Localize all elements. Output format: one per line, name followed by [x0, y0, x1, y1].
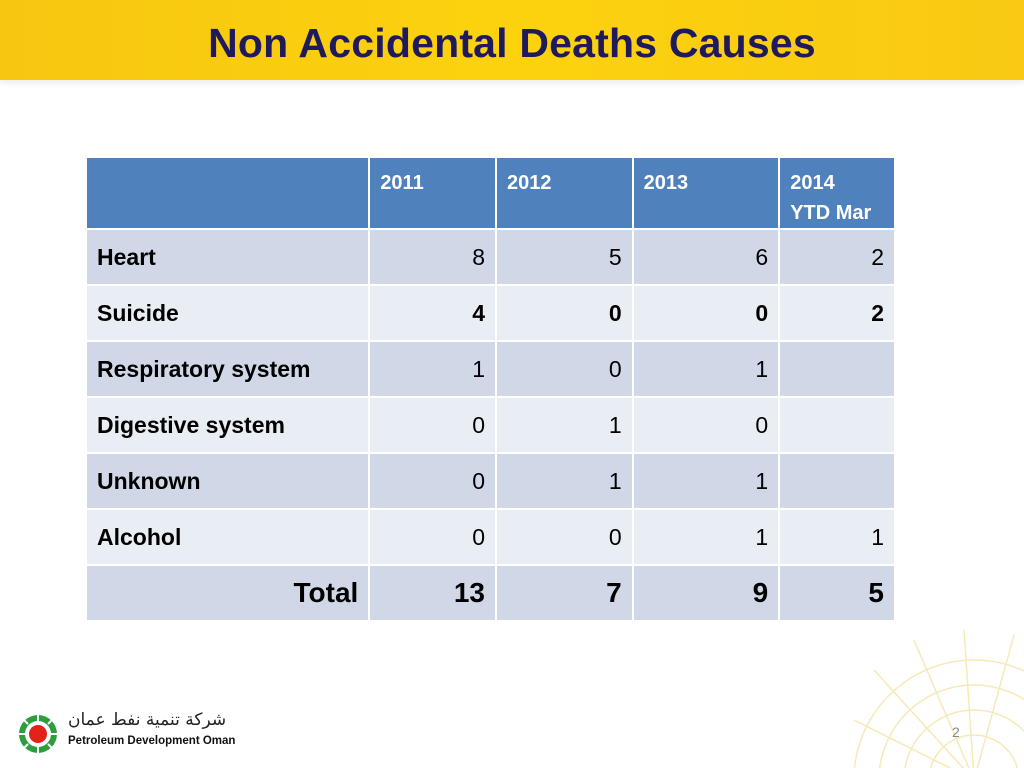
cell-2012: 5 [496, 229, 633, 285]
cell-2013: 0 [633, 285, 780, 341]
pdo-emblem-icon [18, 714, 58, 754]
table-row [86, 397, 895, 453]
cell-2014 [779, 453, 895, 509]
total-row [86, 565, 895, 621]
cell-2011: 8 [369, 229, 496, 285]
cell-2012: 1 [496, 397, 633, 453]
header-blank [86, 157, 369, 229]
cell-2011: 4 [369, 285, 496, 341]
row-label: Suicide [86, 285, 369, 341]
cell-2013: 1 [633, 341, 780, 397]
cell-2013: 6 [633, 229, 780, 285]
header-2013: 2013 [633, 157, 780, 229]
cell-2013: 1 [633, 453, 780, 509]
page-number: 2 [952, 724, 960, 740]
sunburst-decoration [824, 610, 1024, 768]
total-2011: 13 [369, 565, 496, 621]
header-row [86, 157, 895, 229]
cell-2012: 0 [496, 285, 633, 341]
row-label: Respiratory system [86, 341, 369, 397]
cell-2014: 2 [779, 229, 895, 285]
row-label: Unknown [86, 453, 369, 509]
table-row [86, 229, 895, 285]
header-2014-ytd [779, 157, 895, 229]
cell-2011: 0 [369, 453, 496, 509]
logo-english-text: Petroleum Development Oman [68, 735, 236, 747]
row-label: Alcohol [86, 509, 369, 565]
logo-arabic-text: شركة تنمية نفط عمان [68, 710, 227, 730]
total-2013: 9 [633, 565, 780, 621]
cell-2013: 0 [633, 397, 780, 453]
header-2011: 2011 [369, 157, 496, 229]
slide-title: Non Accidental Deaths Causes [208, 20, 816, 66]
cell-2011: 0 [369, 509, 496, 565]
pdo-logo [18, 710, 258, 754]
header-2014: 2014 [790, 172, 835, 194]
total-2014: 5 [779, 565, 895, 621]
table-row [86, 285, 895, 341]
header-2012: 2012 [496, 157, 633, 229]
deaths-table [85, 156, 896, 622]
cell-2014: 2 [779, 285, 895, 341]
row-label: Heart [86, 229, 369, 285]
row-label: Digestive system [86, 397, 369, 453]
cell-2014: 1 [779, 509, 895, 565]
cell-2011: 0 [369, 397, 496, 453]
cell-2012: 1 [496, 453, 633, 509]
header-ytd-mar: YTD Mar [790, 202, 872, 224]
cell-2012: 0 [496, 341, 633, 397]
cell-2013: 1 [633, 509, 780, 565]
cell-2012: 0 [496, 509, 633, 565]
table-row [86, 341, 895, 397]
total-label: Total [86, 565, 369, 621]
table-row [86, 509, 895, 565]
total-2012: 7 [496, 565, 633, 621]
cell-2014 [779, 341, 895, 397]
cell-2014 [779, 397, 895, 453]
cell-2011: 1 [369, 341, 496, 397]
table-row [86, 453, 895, 509]
